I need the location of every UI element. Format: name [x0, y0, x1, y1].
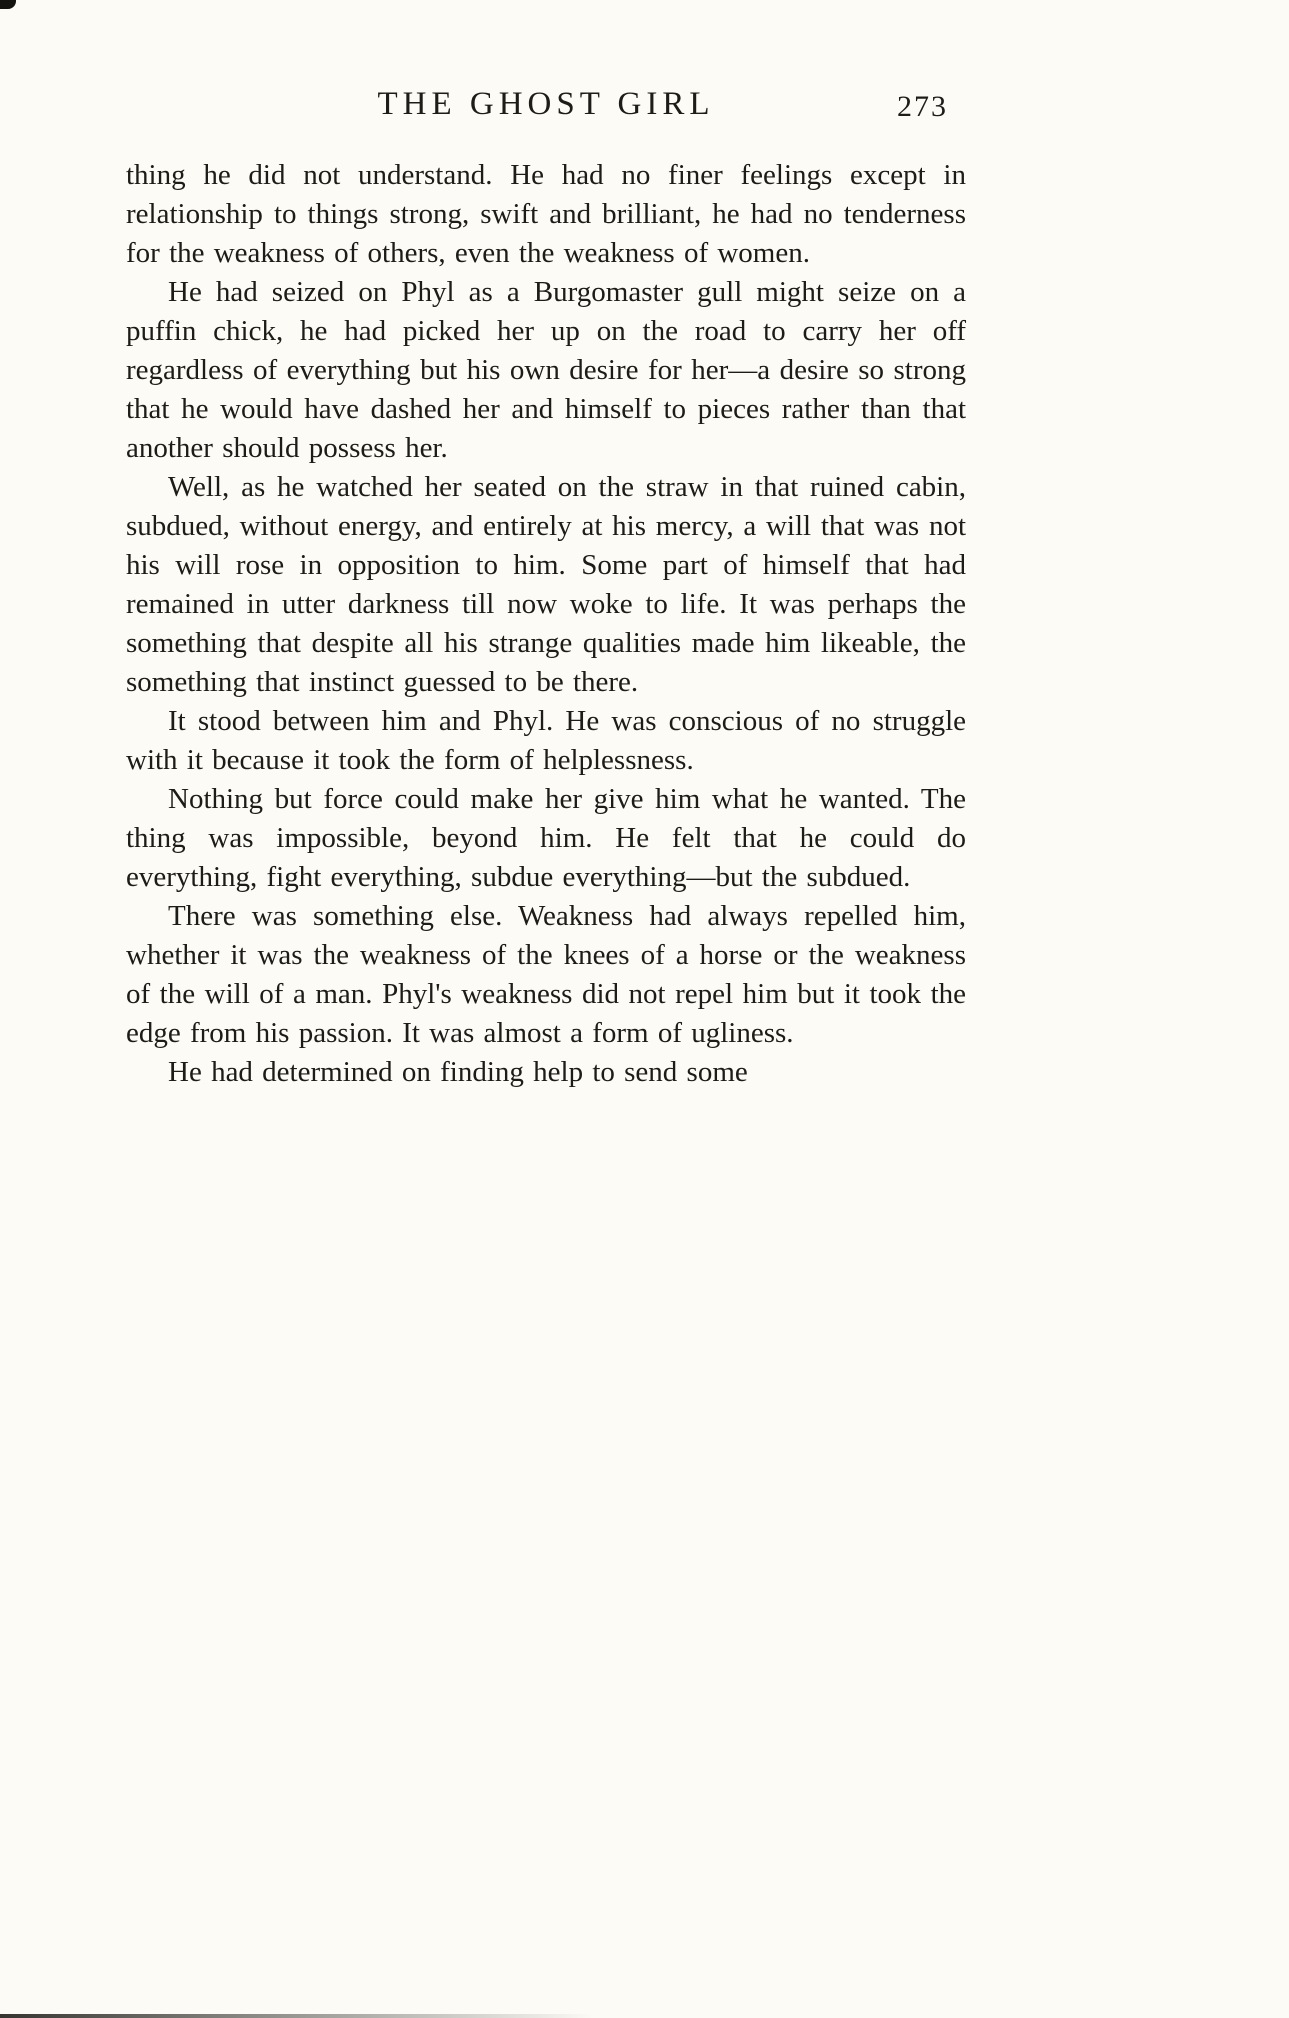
paragraph: He had seized on Phyl as a Burgomaster gull might seize on a puffin chick, he had picked her up on the road to carry her off regardless of everything but his own desire for her—a desire so strong that he would have dashed her and himself to pieces rather than that another should possess her.: [126, 276, 966, 464]
page-content: [126, 86, 966, 1092]
paragraph: Nothing but force could make her give him what he wanted. The thing was impossible, beyond him. He felt that he could do everything, fight everything, subdue everything—but the subdued.: [126, 783, 966, 893]
paragraph: It stood between him and Phyl. He was conscious of no struggle with it because it took the form of helplessness.: [126, 705, 966, 776]
paragraph: He had determined on finding help to send some: [168, 1056, 748, 1088]
scan-artifact-top-left: [0, 0, 16, 9]
running-title: THE GHOST GIRL: [377, 86, 715, 122]
scan-artifact-bottom: [0, 2014, 593, 2018]
paragraph: There was something else. Weakness had always repelled him, whether it was the weakness of the knees of a horse or the weakness of the will of a man. Phyl's weakness did not repel him but it took the edge from his passion. It was almost a form of ugliness.: [126, 900, 966, 1049]
page-number: 273: [897, 90, 948, 123]
paragraph: thing he did not understand. He had no finer feelings except in relationship to things strong, swift and brilliant, he had no tenderness for the weakness of others, even the weakness of women.: [126, 159, 966, 269]
paragraph: Well, as he watched her seated on the straw in that ruined cabin, subdued, without energy, and entirely at his mercy, a will that was not his will rose in opposition to him. Some part of himself that had remained in utter darkness till now woke to life. It was perhaps the something that despite all his strange qualities made him likeable, the something that instinct guessed to be there.: [126, 471, 966, 698]
page-header: [126, 86, 966, 132]
text-block: [126, 156, 966, 1092]
